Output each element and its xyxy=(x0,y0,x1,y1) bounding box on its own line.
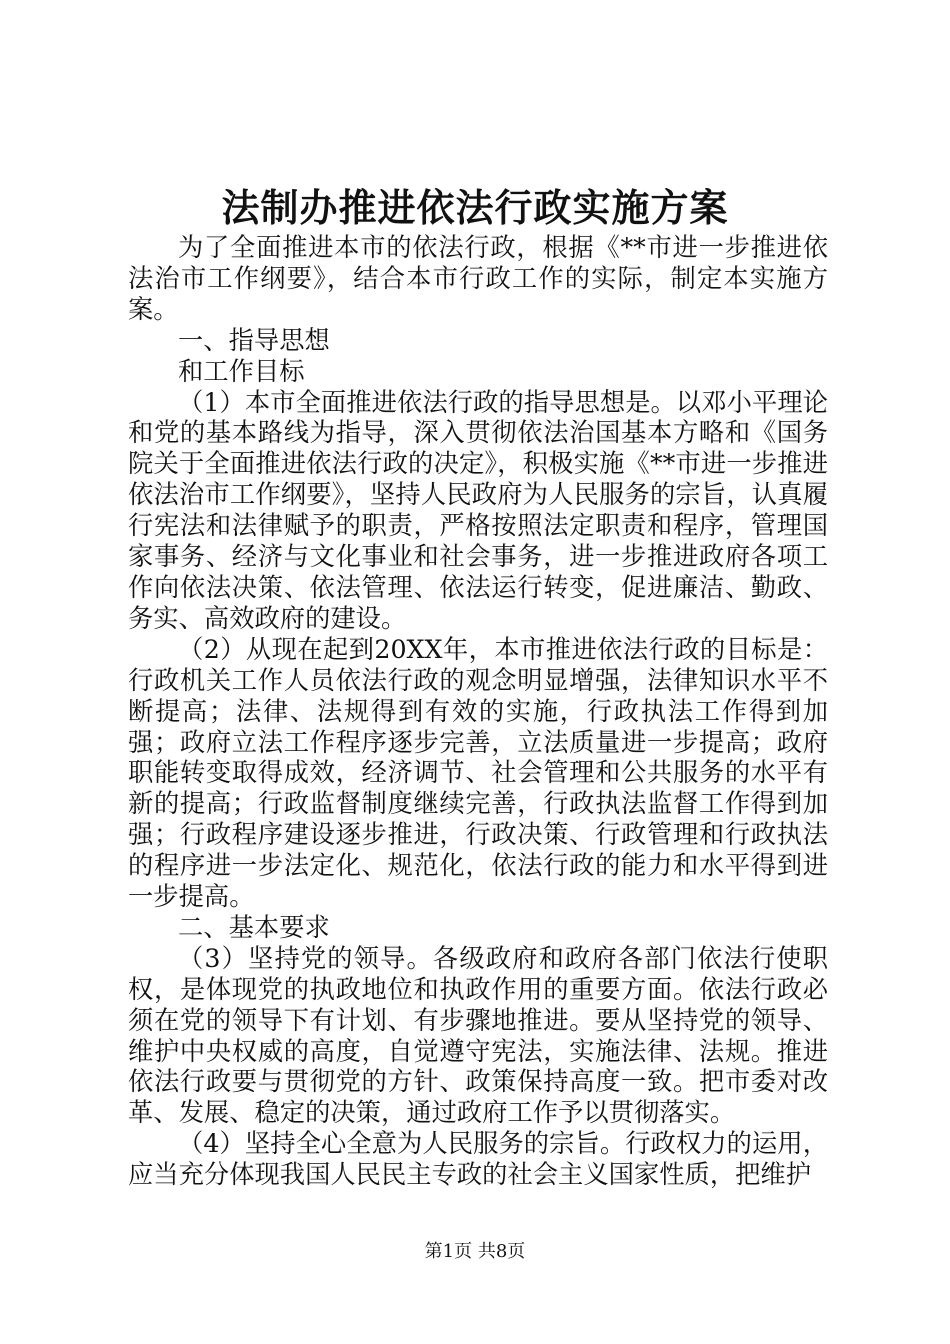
item-paragraph-2: （2）从现在起到20XX年，本市推进依法行政的目标是：行政机关工作人员依法行政的观念明显增强，法律知识水平不断提高；法律、法规得到有效的实施，行政执法工作得到加强；政府立法工作程序逐步完善，立法质量进一步提高；政府职能转变取得成效，经济调节、社会管理和公共服务的水平有新的提高；行政监督制度继续完善，行政执法监督工作得到加强；行政程序建设逐步推进，行政决策、行政管理和行政执法的程序进一步法定化、规范化，依法行政的能力和水平得到进一步提高。 xyxy=(128,634,828,912)
item-paragraph-4: （4）坚持全心全意为人民服务的宗旨。行政权力的运用，应当充分体现我国人民民主专政的社会主义国家性质，把维护 xyxy=(128,1129,828,1190)
page-footer: 第1页 共8页 xyxy=(424,1241,526,1262)
item-paragraph-1: （1）本市全面推进依法行政的指导思想是。以邓小平理论和党的基本路线为指导，深入贯彻依法治国基本方略和《国务院关于全面推进依法行政的决定》，积极实施《**市进一步推进依法治市工作纲要》，坚持人民政府为人民服务的宗旨，认真履行宪法和法律赋予的职责，严格按照法定职责和程序，管理国家事务、经济与文化事业和社会事务，进一步推进政府各项工作向依法决策、依法管理、依法运行转变，促进廉洁、勤政、务实、高效政府的建设。 xyxy=(128,387,828,633)
document-body xyxy=(128,233,828,1191)
section-heading-basic-requirements: 二、基本要求 xyxy=(178,912,330,942)
section-heading-guiding-thought: 一、指导思想 xyxy=(178,325,330,355)
intro-paragraph: 为了全面推进本市的依法行政，根据《**市进一步推进依法治市工作纲要》，结合本市行政工作的实际，制定本实施方案。 xyxy=(128,233,828,324)
document-title: 法制办推进依法行政实施方案 xyxy=(221,186,729,230)
item-paragraph-3: （3）坚持党的领导。各级政府和政府各部门依法行使职权，是体现党的执政地位和执政作用的重要方面。依法行政必须在党的领导下有计划、有步骤地推进。要从坚持党的领导、维护中央权威的高度，自觉遵守宪法，实施法律、法规。推进依法行政要与贯彻党的方针、政策保持高度一致。把市委对改革、发展、稳定的决策，通过政府工作予以贯彻落实。 xyxy=(128,943,828,1128)
section-heading-work-goals: 和工作目标 xyxy=(178,356,305,386)
